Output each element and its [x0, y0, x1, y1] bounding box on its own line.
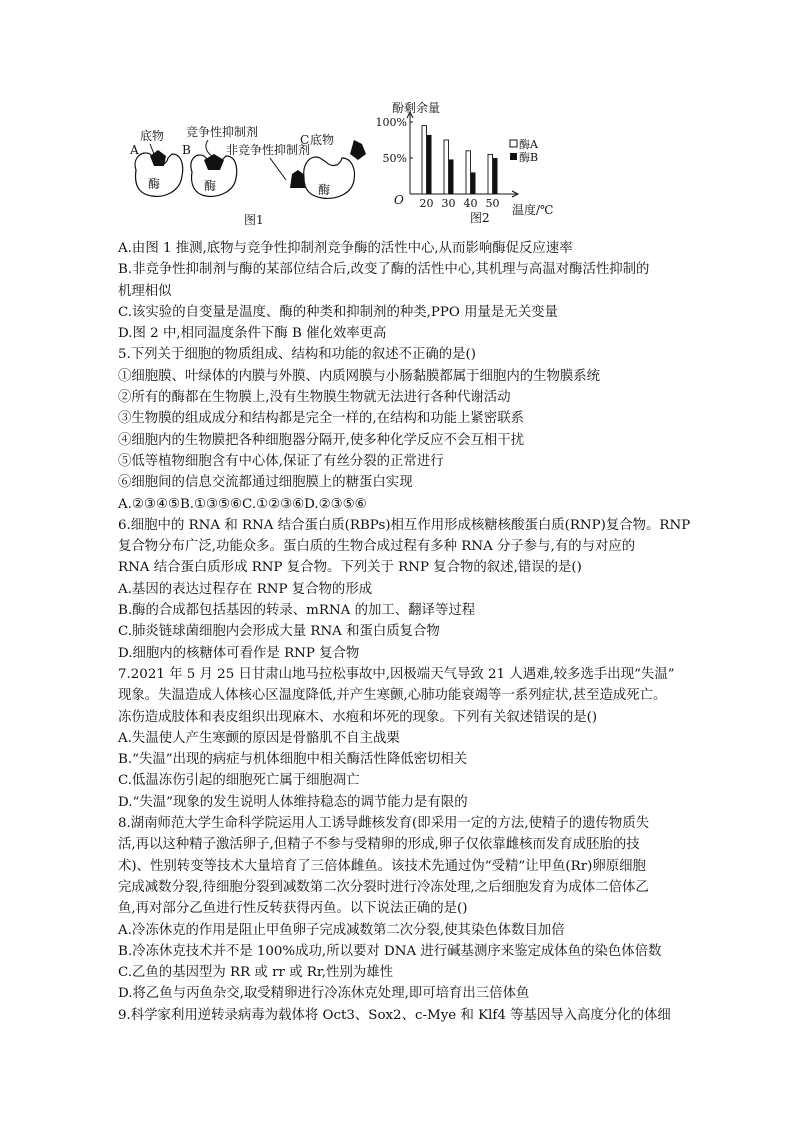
text-line: ⑥细胞间的信息交流都通过细胞膜上的糖蛋白实现 [118, 475, 413, 491]
fig2-bar-b [471, 172, 476, 194]
text-line: B.“失温”出现的病症与机体细胞中相关酶活性降低密切相关 [118, 752, 468, 768]
text-line: A.冷冻休克的作用是阻止甲鱼卵子完成减数第二次分裂,使其染色体数目加倍 [118, 922, 565, 938]
fig2-legend-b: 酶B [519, 151, 539, 164]
text-line: D.将乙鱼与丙鱼杂交,取受精卵进行冷冻休克处理,即可培育出三倍体鱼 [118, 986, 530, 1002]
text-line: A.失温使人产生寒颤的原因是骨骼肌不自主战栗 [118, 730, 400, 746]
text-line: A.②③④⑤B.①③⑤⑥C.①②③⑥D.②③⑤⑥ [118, 496, 367, 512]
text-line: RNA 结合蛋白质形成 RNP 复合物。下列关于 RNP 复合物的叙述,错误的是() [118, 560, 582, 576]
text-line: 9.科学家利用逆转录病毒为载体将 Oct3、Sox2、c-Mye 和 Klf4 等基因导入高度分化的体细 [118, 1007, 671, 1023]
text-line: 机理相似 [118, 283, 172, 299]
fig2-legend-swatch-a [510, 140, 517, 147]
text-line: 冻伤造成肢体和表皮组织出现麻木、水疱和坏死的现象。下列有关叙述错误的是() [118, 709, 598, 725]
fig2-bar-b [449, 159, 454, 194]
text-line: ③生物膜的组成成分和结构都是完全一样的,在结构和功能上紧密联系 [118, 411, 524, 427]
text-line: A.基因的表达过程存在 RNP 复合物的形成 [118, 581, 373, 597]
fig2-bar-a [422, 126, 427, 194]
fig1-enzyme-label-b: 酶 [204, 179, 217, 193]
fig2-legend-a: 酶A [519, 138, 538, 151]
fig2-bar-a [444, 140, 449, 194]
text-line: 术)、性别转变等技术大量培育了三倍体雌鱼。该技术先通过伪“受精”让甲鱼(Rr)卵原细胞 [118, 858, 646, 874]
fig2-legend-swatch-b [510, 153, 517, 160]
question-text-block [118, 238, 694, 1026]
fig2-xlabel: 温度/℃ [512, 203, 554, 217]
text-line: B.非竞争性抑制剂与酶的某部位结合后,改变了酶的活性中心,其机理与高温对酶活性抑制的 [118, 262, 650, 278]
text-line: D.图 2 中,相同温度条件下酶 B 催化效率更高 [118, 326, 387, 342]
fig1-substrate-c-label: 底物 [310, 133, 335, 147]
text-line: A.由图 1 推测,底物与竞争性抑制剂竞争酶的活性中心,从而影响酶促反应速率 [118, 241, 573, 256]
text-line: B.酶的合成都包括基因的转录、mRNA 的加工、翻译等过程 [118, 603, 476, 619]
fig2-x-tick-label: 20 [419, 197, 434, 210]
text-line: ①细胞膜、叶绿体的内膜与外膜、内质网膜与小肠黏膜都属于细胞内的生物膜系统 [118, 368, 601, 384]
text-line: 现象。失温造成人体核心区温度降低,并产生寒颤,心肺功能衰竭等一系列症状,甚至造成死亡。 [118, 688, 667, 704]
fig2-y-tick-label: 50% [382, 152, 407, 165]
fig1-arrow-b [206, 140, 212, 156]
fig2-x-tick-label: 50 [485, 197, 500, 210]
fig1-competitive-inhibitor-label: 竞争性抑制剂 [186, 125, 259, 139]
text-line: C.肺炎链球菌细胞内会形成大量 RNA 和蛋白质复合物 [118, 624, 440, 640]
fig1-substrate-shape-c [350, 140, 366, 160]
text-line: 8.湖南师范大学生命科学院运用人工诱导雌核发育(即采用一定的方法,使精子的遗传物质失 [118, 816, 650, 832]
text-line: ⑤低等植物细胞含有中心体,保证了有丝分裂的正常进行 [118, 453, 444, 469]
text-line: C.低温冻伤引起的细胞死亡属于细胞凋亡 [118, 773, 360, 789]
fig1-arrow-a [150, 144, 154, 154]
fig1-label-a: A [130, 143, 139, 157]
text-line: C.该实验的自变量是温度、酶的种类和抑制剂的种类,PPO 用量是无关变量 [118, 304, 558, 320]
text-line: 复合物分布广泛,功能众多。蛋白质的生物合成过程有多种 RNA 分子参与,有的与对应的 [118, 539, 636, 555]
fig2-caption: 图2 [470, 211, 490, 225]
figure-2-bar-chart [368, 98, 568, 228]
fig1-arrow-noncompetitive [270, 158, 286, 180]
figure-1-enzyme-inhibition-diagram [120, 100, 370, 230]
text-line: 7.2021 年 5 月 25 日甘肃山地马拉松事故中,因极端天气导致 21 人遇难,较多选手出现“失温” [118, 666, 675, 682]
fig2-bar-a [466, 151, 471, 194]
text-line: D.细胞内的核糖体可看作是 RNP 复合物 [118, 645, 360, 661]
text-line: ④细胞内的生物膜把各种细胞器分隔开,使多种化学反应不会互相干扰 [118, 432, 524, 448]
fig2-bar-b [427, 135, 432, 194]
fig1-label-c: C [300, 133, 310, 147]
fig2-bar-a [488, 154, 493, 194]
fig2-ylabel: 酚剩余量 [392, 101, 441, 115]
fig2-x-tick-label: 40 [463, 197, 478, 210]
fig1-noncompetitive-inhibitor-label: 非竞争性抑制剂 [226, 143, 311, 157]
text-line: ②所有的酶都在生物膜上,没有生物膜生物就无法进行各种代谢活动 [118, 390, 511, 406]
fig2-bars [422, 126, 498, 194]
fig1-substrate-label: 底物 [140, 129, 165, 143]
fig2-origin: O [394, 193, 404, 207]
text-line: B.冷冻休克技术并不是 100%成功,所以要对 DNA 进行碱基测序来鉴定成体鱼的染色体倍数 [118, 943, 662, 959]
text-line: 6.细胞中的 RNA 和 RNA 结合蛋白质(RBPs)相互作用形成核糖核酸蛋白质(RNP)复合物。RNP [118, 517, 691, 533]
text-line: 5.下列关于细胞的物质组成、结构和功能的叙述不正确的是() [118, 347, 476, 363]
text-line: 完成减数分裂,待细胞分裂到减数第二次分裂时进行冷冻处理,之后细胞发育为成体二倍体乙 [118, 879, 649, 895]
fig1-label-b: B [182, 143, 191, 157]
text-line: 活,再以这种精子激活卵子,但精子不参与受精卵的形成,卵子仅依靠雌核而发育成胚胎的技 [118, 837, 640, 853]
text-line: 鱼,再对部分乙鱼进行性反转获得丙鱼。以下说法正确的是() [118, 901, 468, 917]
fig2-x-tick-label: 30 [441, 197, 456, 210]
fig1-enzyme-label-c: 酶 [318, 183, 331, 197]
text-line: D.“失温”现象的发生说明人体维持稳态的调节能力是有限的 [118, 794, 468, 810]
fig2-bar-b [493, 158, 498, 194]
fig1-caption: 图1 [244, 213, 264, 227]
fig2-y-tick-label: 100% [375, 116, 407, 129]
text-line: C.乙鱼的基因型为 RR 或 rr 或 Rr,性别为雄性 [118, 965, 394, 981]
fig1-enzyme-label-a: 酶 [148, 177, 161, 191]
